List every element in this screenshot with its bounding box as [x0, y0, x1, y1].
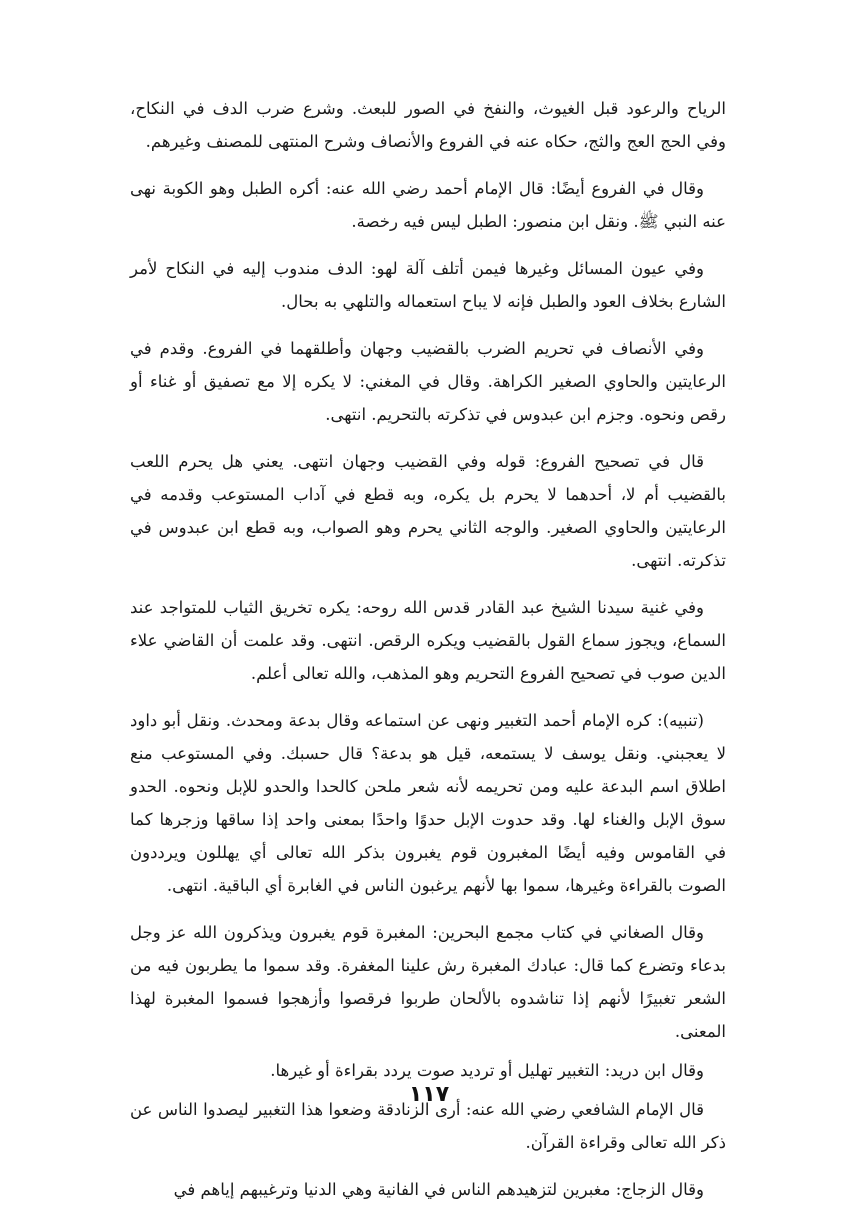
paragraph-6: وفي غنية سيدنا الشيخ عبد القادر قدس الله روحه: يكره تخريق الثياب للمتواجد عند السماع، ويجوز سماع القول بالقضيب ويكره الرقص. انتهى. وقد علمت أن القاضي علاء الدين صوب في تصحيح الفروع التحريم وهو المذهب، والله تعالى أعلم.	[130, 598, 726, 683]
page-number: ١١٧	[408, 1082, 450, 1107]
paragraph-9: وقال ابن دريد: التغبير تهليل أو ترديد صوت يردد بقراءة أو غيرها.	[270, 1061, 704, 1080]
paragraph-5: قال في تصحيح الفروع: قوله وفي القضيب وجهان انتهى. يعني هل يحرم اللعب بالقضيب أم لا، أحدهما لا يحرم بل يكره، وبه قطع في آداب المستوعب وقدمه في الرعايتين والحاوي الصغير. والوجه الثاني يحرم وهو الصواب، وبه قطع ابن عبدوس في تذكرته. انتهى.	[130, 452, 726, 570]
body-text	[130, 92, 726, 1220]
paragraph-4: وفي الأنصاف في تحريم الضرب بالقضيب وجهان وأطلقهما في الفروع. وقدم في الرعايتين والحاوي الصغير الكراهة. وقال في المغني: لا يكره إلا مع تصفيق أو غناء أو رقص ونحوه. وجزم ابن عبدوس في تذكرته بالتحريم. انتهى.	[130, 339, 726, 424]
paragraph-10: قال الإمام الشافعي رضي الله عنه: أرى الزنادقة وضعوا هذا التغبير ليصدوا الناس عن ذكر الله تعالى وقراءة القرآن.	[130, 1100, 726, 1152]
paragraph-8: وقال الصغاني في كتاب مجمع البحرين: المغبرة قوم يغبرون ويذكرون الله عز وجل بدعاء وتضرع كما قال: عبادك المغبرة رش علينا المغفرة. وقد سموا ما يطربون فيه من الشعر تغبيرًا لأنهم إذا تناشدوه بالألحان طربوا فرقصوا وأزهجوا فسموا المغبرة لهذا المعنى.	[130, 923, 726, 1041]
paragraph-1: الرياح والرعود قبل الغيوث، والنفخ في الصور للبعث. وشرع ضرب الدف في النكاح، وفي الحج العج والثج، حكاه عنه في الفروع والأنصاف وشرح المنتهى للمصنف وغيرهم.	[130, 99, 726, 151]
paragraph-11: وقال الزجاج: مغبرين لتزهيدهم الناس في الفانية وهي الدنيا وترغيبهم إياهم في	[173, 1180, 704, 1199]
paragraph-3: وفي عيون المسائل وغيرها فيمن أتلف آلة لهو: الدف مندوب إليه في النكاح لأمر الشارع بخلاف العود والطبل فإنه لا يباح استعماله والتلهي به بحال.	[130, 259, 726, 311]
paragraph-7: (تنبيه): كره الإمام أحمد التغبير ونهى عن استماعه وقال بدعة ومحدث. ونقل أبو داود لا يعجبني. ونقل يوسف لا يستمعه، قيل هو بدعة؟ قال حسبك. وفي المستوعب منع اطلاق اسم البدعة عليه ومن تحريمه لأنه شعر ملحن كالحدا والحدو للإبل ونحوه. الحدو سوق الإبل والغناء لها. وقد حدوت الإبل حدوًا واحدًا بمعنى واحد إذا ساقها وزجرها كما في القاموس وفيه أيضًا المغبرون قوم يغبرون بذكر الله تعالى أي يهللون ويرددون الصوت بالقراءة وغيرها، سموا بها لأنهم يرغبون الناس في الغابرة أي الباقية. انتهى.	[130, 711, 726, 895]
paragraph-2: وقال في الفروع أيضًا: قال الإمام أحمد رضي الله عنه: أكره الطبل وهو الكوبة نهى عنه النبي ﷺ. ونقل ابن منصور: الطبل ليس فيه رخصة.	[130, 179, 726, 231]
